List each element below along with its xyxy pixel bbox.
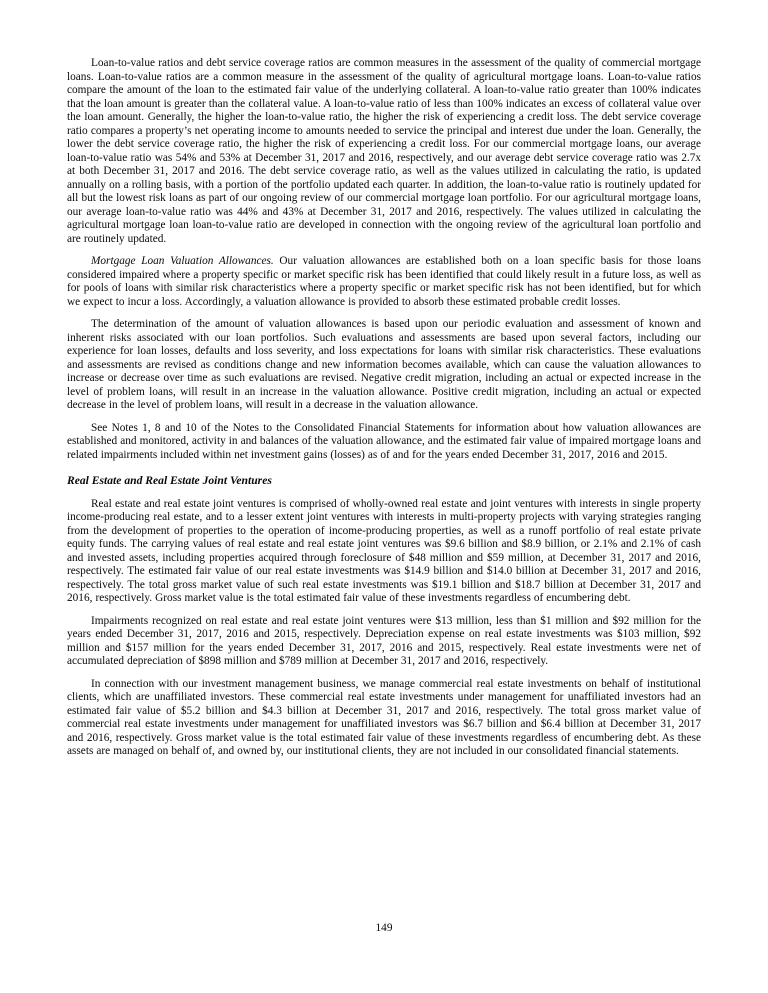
paragraph-see-notes-reference: See Notes 1, 8 and 10 of the Notes to the Consolidated Financial Statements for information about how valuation allowances are established and monitored, activity in and balances of the valuation allowance, and the estimated fair value of impaired mortgage loans and related impairments included within net investment gains (losses) as of and for the years ended December 31, 2017, 2016 and 2015. xyxy=(67,421,701,461)
section-heading-real-estate: Real Estate and Real Estate Joint Ventures xyxy=(67,474,272,487)
paragraph-valuation-allowances-body: Our valuation allowances are established both on a loan specific basis for those loans considered impaired where a property specific or market specific risk has been identified that could likely result in a future loss, as well as for pools of loans with similar risk characteristics where a property specific or market specific risk has not been identified, but for which we expect to incur a loss. Accordingly, a valuation allowance is provided to absorb these estimated probable credit losses. xyxy=(67,255,701,308)
page-number: 149 xyxy=(375,922,393,934)
paragraph-investment-management-business: In connection with our investment management business, we manage commercial real estate investments on behalf of institutional clients, which are unaffiliated investors. These commercial real estate investments under management for unaffiliated investors had an estimated fair value of $5.2 billion and $4.3 billion at December 31, 2017 and 2016, respectively. The total gross market value of commercial real estate investments under management for unaffiliated investors was $6.7 billion and $6.4 billion at December 31, 2017 and 2016, respectively. Gross market value is the total estimated fair value of these investments regardless of encumbering debt. As these assets are managed on behalf of, and owned by, our institutional clients, they are not included in our consolidated financial statements. xyxy=(67,677,701,757)
paragraph-mortgage-loan-valuation-allowances xyxy=(67,255,701,309)
paragraph-impairments-depreciation: Impairments recognized on real estate and real estate joint ventures were $13 million, less than $1 million and $92 million for the years ended December 31, 2017, 2016 and 2015, respectively. Depreciation expense on real estate investments was $103 million, $92 million and $157 million for the years ended December 31, 2017, 2016 and 2015, respectively. Real estate investments were net of accumulated depreciation of $898 million and $789 million at December 31, 2017 and 2016, respectively. xyxy=(67,614,701,667)
paragraph-lead-italic-label: Mortgage Loan Valuation Allowances. xyxy=(91,255,274,267)
paragraph-loan-to-value-ratios: Loan-to-value ratios and debt service coverage ratios are common measures in the assessment of the quality of commercial mortgage loans. Loan-to-value ratios are a common measure in the assessment of the quality of agricultural mortgage loans. Loan-to-value ratios compare the amount of the loan to the estimated fair value of the underlying collateral. A loan-to-value ratio greater than 100% indicates that the loan amount is greater than the collateral value. A loan-to-value ratio of less than 100% indicates an excess of collateral value over the loan amount. Generally, the higher the loan-to-value ratio, the higher the risk of experiencing a credit loss. The debt service coverage ratio compares a property’s net operating income to amounts needed to service the principal and interest due under the loan. Generally, the lower the debt service coverage ratio, the higher the risk of experiencing a credit loss. For our commercial mortgage loans, our average loan-to-value ratio was 54% and 53% at December 31, 2017 and 2016, respectively, and our average debt service coverage ratio was 2.7x at both December 31, 2017 and 2016. The debt service coverage ratio, as well as the values utilized in calculating the ratio, is updated annually on a rolling basis, with a portion of the portfolio updated each quarter. In addition, the loan-to-value ratio is routinely updated for all but the lowest risk loans as part of our ongoing review of our commercial mortgage loan portfolio. For our agricultural mortgage loans, our average loan-to-value ratio was 44% and 43% at December 31, 2017 and 2016, respectively. The values utilized in calculating the agricultural mortgage loan loan-to-value ratio are developed in connection with the ongoing review of the agricultural loan portfolio and are routinely updated. xyxy=(67,57,701,245)
paragraph-real-estate-joint-ventures: Real estate and real estate joint ventures is comprised of wholly-owned real estate and joint ventures with interests in single property income-producing real estate, and to a lesser extent joint ventures with interests in multi-property projects with varying strategies ranging from the development of properties to the operation of income-producing properties, as well as a runoff portfolio of real estate private equity funds. The carrying values of real estate and real estate joint ventures was $9.6 billion and $8.9 billion, or 2.1% and 2.1% of cash and invested assets, including properties acquired through foreclosure of $48 million and $59 million, at December 31, 2017 and 2016, respectively. The estimated fair value of our real estate investments was $14.9 billion and $14.0 billion at December 31, 2017 and 2016, respectively. The total gross market value of such real estate investments was $19.1 billion and $18.7 billion at December 31, 2017 and 2016, respectively. Gross market value is the total estimated fair value of these investments regardless of encumbering debt. xyxy=(67,497,701,604)
text-body xyxy=(67,57,701,768)
paragraph-determination-of-valuation-allowances: The determination of the amount of valuation allowances is based upon our periodic evaluation and assessment of known and inherent risks associated with our loan portfolios. Such evaluations and assessments are based upon several factors, including our experience for loan losses, defaults and loss severity, and loss expectations for loans with similar risk characteristics. These evaluations and assessments are revised as conditions change and new information becomes available, which can cause the valuation allowances to increase or decrease over time as such evaluations are revised. Negative credit migration, including an actual or expected increase in the level of problem loans, will result in an increase in the valuation allowance. Positive credit migration, including an actual or expected decrease in the level of problem loans, will result in a decrease in the valuation allowance. xyxy=(67,318,701,411)
